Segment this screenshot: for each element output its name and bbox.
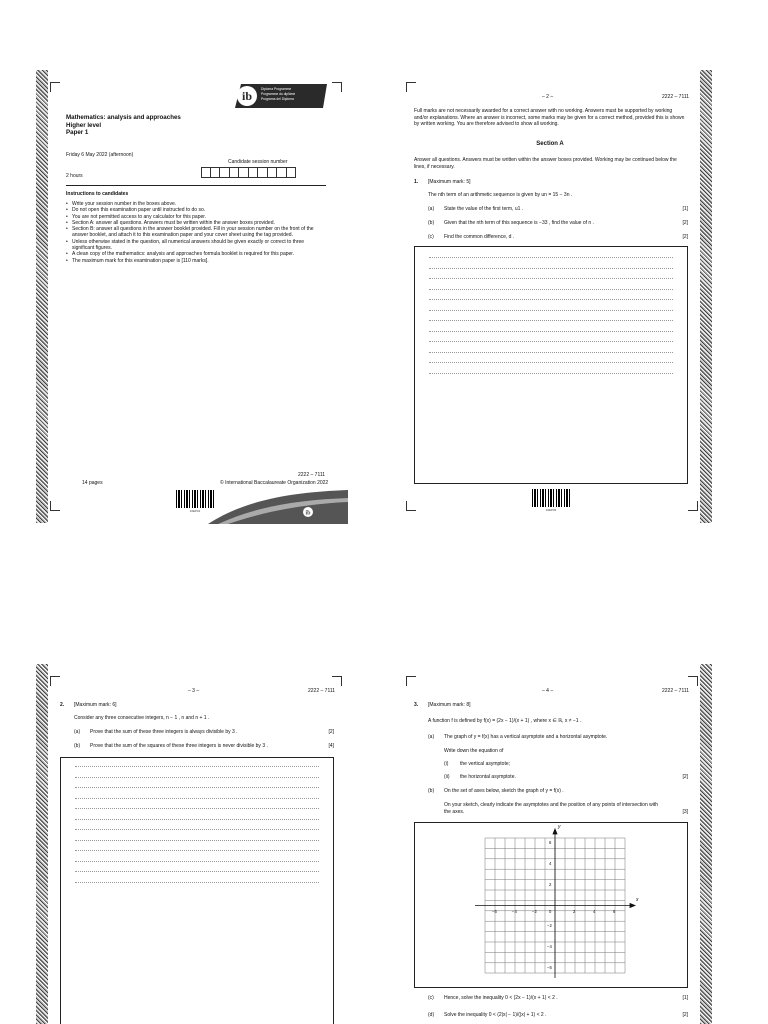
y-tick-label: 6: [549, 840, 552, 845]
part-label: (a): [428, 206, 435, 212]
instruction-item: • Section A: answer all questions. Answers must be written within the answer boxes provided.: [66, 220, 322, 226]
part-label: (b): [428, 788, 435, 794]
x-axis-label: x: [636, 897, 639, 903]
part-mark: [3]: [682, 809, 688, 815]
logo-line-3: Programa del Diploma: [261, 97, 294, 101]
question-stem: Consider any three consecutive integers, n − 1 , n and n + 1 .: [74, 715, 210, 721]
footer-swoosh: [208, 488, 348, 524]
exam-date: Friday 6 May 2022 (afternoon): [66, 152, 134, 158]
y-tick-label: −6: [547, 965, 552, 970]
question-max-mark: [Maximum mark: 5]: [428, 179, 471, 185]
logo-line-1: Diploma Programme: [261, 87, 292, 91]
part-text: Prove that the sum of these three integers is always divisible by 3 .: [90, 729, 238, 735]
y-tick-label: −2: [547, 923, 552, 928]
question-max-mark: [Maximum mark: 6]: [74, 702, 117, 708]
part-text: On the set of axes below, sketch the graph of y = f(x) .: [444, 788, 564, 794]
paper-code: 2222 – 7111: [662, 94, 690, 100]
part-mark: [2]: [682, 220, 688, 226]
x-tick-label: 4: [593, 909, 596, 914]
session-number-label: Candidate session number: [228, 159, 288, 165]
instruction-item: • A clean copy of the mathematics: analysis and approaches formula booklet is required for this paper.: [66, 251, 322, 257]
page3: [48, 664, 348, 1024]
x-tick-label: −6: [492, 909, 497, 914]
x-tick-label: −4: [512, 909, 517, 914]
logo-line-2: Programme du diplôme: [261, 92, 296, 96]
question-number: 1.: [414, 179, 419, 185]
x-tick-label: 2: [573, 909, 576, 914]
subpart-text: the vertical asymptote;: [460, 761, 511, 767]
part-label: (d): [428, 1012, 435, 1018]
session-number-boxes[interactable]: [201, 167, 296, 178]
part-mark: [1]: [682, 995, 688, 1001]
question-number: 2.: [60, 702, 65, 708]
ib-logo: [235, 84, 327, 108]
part-label: (b): [428, 220, 435, 226]
part-text: Prove that the sum of the squares of these three integers is never divisible by 3 .: [90, 743, 268, 749]
marking-intro: Full marks are not necessarily awarded for a correct answer with no working. Answers must be supported by working and/or explanations. Where an answer is incorrect, some marks may be given for a correct method, provided this is shown by written working. You are therefore advised to show all working.: [414, 108, 685, 127]
copyright: © International Baccalaureate Organization 2022: [220, 480, 329, 486]
page-number: – 3 –: [188, 688, 200, 694]
page-count: 14 pages: [82, 480, 103, 486]
section-instructions: Answer all questions. Answers must be written within the answer boxes provided. Working may be continued below the lines, if necessary.: [414, 157, 677, 170]
instruction-item: • Do not open this examination paper until instructed to do so.: [66, 207, 322, 213]
x-tick-label: 6: [613, 909, 616, 914]
sketch-axes[interactable]: [415, 823, 689, 989]
part-mark: [1]: [682, 206, 688, 212]
exam-level: Higher level: [66, 121, 102, 129]
y-axis-label: y: [558, 824, 561, 830]
question-number: 3.: [414, 702, 419, 708]
part-text: Hence, solve the inequality 0 < (2x − 1)/(x + 1) < 2 .: [444, 995, 558, 1001]
part-label: (a): [428, 734, 435, 740]
part-label: (b): [74, 743, 81, 749]
svg-text:ib: ib: [305, 510, 311, 517]
page3-binding-stripe: [36, 664, 48, 1024]
x-tick-label: −2: [532, 909, 537, 914]
barcode: [532, 489, 570, 507]
paper-code: 2222 – 7111: [308, 688, 336, 694]
barcode-number: 16EP01: [189, 509, 201, 513]
answer-box[interactable]: [60, 757, 334, 1024]
part-text: Find the common difference, d .: [444, 234, 515, 240]
part-text: State the value of the first term, u1 .: [444, 206, 524, 212]
part-label: (a): [74, 729, 81, 735]
page2-binding-stripe: [700, 70, 712, 523]
instruction-item: • Section B: answer all questions in the answer booklet provided. Fill in your session number on the front of the answer booklet, and attach it to this examination paper and your cover sheet using the tag provided.: [66, 226, 322, 239]
subpart-label: (i): [444, 761, 449, 767]
page-number: – 2 –: [542, 94, 554, 100]
page1-binding-stripe: [36, 70, 48, 523]
instruction-item: • The maximum mark for this examination paper is [110 marks].: [66, 258, 322, 264]
y-tick-label: −4: [547, 944, 552, 949]
part-mark: [2]: [328, 729, 334, 735]
answer-box[interactable]: [414, 246, 688, 484]
y-tick-label: 2: [549, 882, 552, 887]
exam-subject: Mathematics: analysis and approaches: [66, 114, 181, 121]
question-stem: The nth term of an arithmetic sequence is given by un = 15 − 3n .: [428, 192, 573, 198]
page4-binding-stripe: [700, 664, 712, 1024]
instructions-list: [66, 201, 322, 264]
paper-code: 2222 – 7111: [298, 472, 326, 478]
barcode-number: 16EP02: [545, 508, 557, 512]
part-mark: [4]: [328, 743, 334, 749]
part-text: Write down the equation of: [444, 748, 504, 754]
answer-box[interactable]: [414, 822, 688, 988]
part-mark: [2]: [682, 1012, 688, 1018]
exam-paper: Paper 1: [66, 129, 89, 136]
subpart-text: the horizontal asymptote.: [460, 774, 516, 780]
instruction-item: • Write your session number in the boxes above.: [66, 201, 322, 207]
instruction-item: • You are not permitted access to any calculator for this paper.: [66, 214, 322, 220]
x-tick-label: 0: [549, 909, 552, 914]
page4: [400, 664, 700, 1024]
page-number: – 4 –: [542, 688, 554, 694]
y-tick-label: 4: [549, 861, 552, 866]
instructions-title: Instructions to candidates: [66, 191, 129, 197]
instruction-item: • Unless otherwise stated in the question, all numerical answers should be given exactly or correct to three significant figures.: [66, 239, 322, 252]
section-heading: Section A: [536, 141, 564, 147]
part-text: Solve the inequality 0 < (2|x| − 1)/(|x| + 1) < 2 .: [444, 1012, 547, 1018]
part-label: (c): [428, 234, 434, 240]
part-mark: [2]: [682, 234, 688, 240]
part-label: (c): [428, 995, 434, 1001]
page1: [48, 70, 348, 523]
page2: [400, 70, 700, 523]
part-mark: [2]: [682, 774, 688, 780]
paper-code: 2222 – 7111: [662, 688, 690, 694]
subpart-label: (ii): [444, 774, 450, 780]
exam-duration: 2 hours: [66, 173, 83, 179]
part-text: The graph of y = f(x) has a vertical asymptote and a horizontal asymptote.: [444, 734, 608, 740]
part-text: On your sketch, clearly indicate the asymptotes and the position of any points of intersection with the axes.: [444, 802, 659, 815]
question-max-mark: [Maximum mark: 8]: [428, 702, 471, 708]
part-text: Given that the nth term of this sequence is −33 , find the value of n .: [444, 220, 594, 226]
question-stem: A function f is defined by f(x) = (2x − 1)/(x + 1) , where x ∈ ℝ, x ≠ −1 .: [428, 718, 582, 724]
svg-text:ib: ib: [241, 89, 253, 103]
